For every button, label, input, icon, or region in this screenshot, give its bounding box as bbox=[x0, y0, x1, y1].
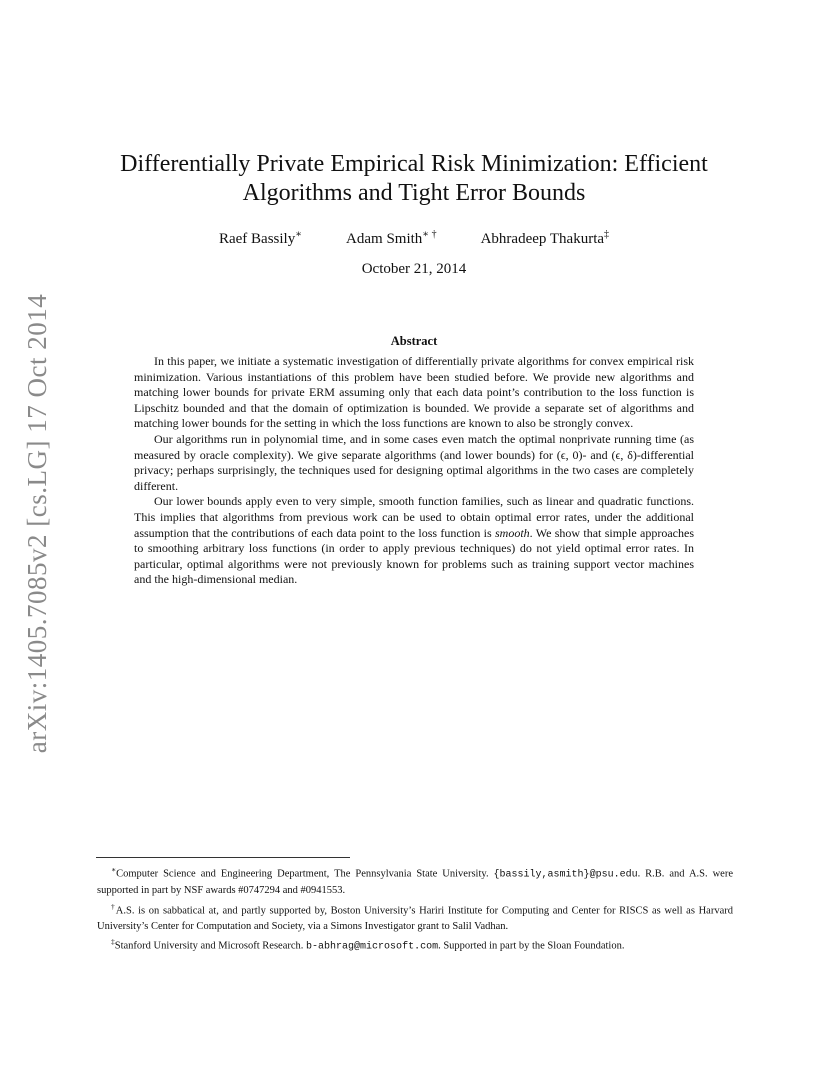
author-footnote-mark: ∗ † bbox=[422, 229, 437, 240]
paper-title bbox=[100, 150, 728, 208]
footnote bbox=[97, 862, 733, 899]
paper-title-line-2: Algorithms and Tight Error Bounds bbox=[242, 180, 586, 206]
footnote-mark: ‡ bbox=[111, 937, 115, 946]
author bbox=[346, 229, 437, 248]
abstract-paragraph bbox=[134, 494, 694, 588]
author-list bbox=[150, 229, 678, 248]
footnote-text: . Supported in part by the Sloan Foundation. bbox=[438, 940, 625, 952]
author-name: Raef Bassily bbox=[218, 231, 296, 247]
paper-title-line-1: Differentially Private Empirical Risk Minimization: Efficient bbox=[120, 151, 708, 177]
arxiv-identifier-sidebar bbox=[16, 293, 60, 754]
author bbox=[481, 229, 609, 248]
footnote-email: {bassily,asmith}@psu.edu bbox=[493, 869, 638, 881]
footnote-mark: ∗ bbox=[111, 865, 117, 874]
footnote bbox=[97, 899, 733, 935]
footnotes bbox=[97, 862, 733, 955]
author-name: Adam Smith bbox=[346, 231, 423, 247]
abstract-heading: Abstract bbox=[390, 334, 438, 348]
abstract-body bbox=[134, 354, 694, 588]
abstract-text: Our lower bounds apply even to very simple, smooth function families, such as linear and quadratic functions. This implies that algorithms from previous work can be used to obtain optimal error rates, under the additional assumption that the contributions of each data point to the loss function is bbox=[134, 494, 694, 540]
footnote-text: . R.B. and A.S. were supported in part by NSF awards #0747294 and #0941553. bbox=[97, 868, 733, 896]
author-footnote-mark: ∗ bbox=[295, 229, 303, 240]
footnote-text: Stanford University and Microsoft Research. bbox=[114, 940, 307, 952]
footnote-email: b-abhrag@microsoft.com bbox=[306, 941, 439, 953]
author bbox=[219, 229, 302, 248]
author-name: Abhradeep Thakurta bbox=[480, 231, 605, 247]
footnote-divider bbox=[96, 857, 350, 858]
publication-date: October 21, 2014 bbox=[361, 261, 467, 277]
abstract-text: . We show that simple approaches to smoothing arbitrary loss functions (in order to apply previous techniques) do not yield optimal error rates. In particular, optimal algorithms were not previously known for problems such as training support vector machines and the high-dimensional median. bbox=[134, 525, 694, 587]
footnote bbox=[97, 934, 733, 955]
footnote-text: Computer Science and Engineering Department, The Pennsylvania State University. bbox=[116, 868, 494, 880]
footnote-text: A.S. is on sabbatical at, and partly supported by, Boston University’s Hariri Institute for Computing and Center for RISCS as well as Harvard University’s Center for Computation and Society, via a Simons Investigator grant to Salil Vadhan. bbox=[97, 905, 733, 932]
arxiv-identifier-text: arXiv:1405.7085v2 [cs.LG] 17 Oct 2014 bbox=[22, 293, 53, 754]
abstract-emphasis: smooth bbox=[494, 525, 530, 540]
author-footnote-mark: ‡ bbox=[604, 229, 610, 240]
abstract-paragraph: In this paper, we initiate a systematic investigation of differentially private algorithms for convex empirical risk minimization. Various instantiations of this problem have been studied before. We provide new algorithms and matching lower bounds for private ERM assuming only that each data point’s contribution to the loss function is Lipschitz bounded and that the domain of optimization is bounded. We provide a separate set of algorithms and matching lower bounds for the setting in which the loss functions are known to also be strongly convex. bbox=[134, 354, 694, 431]
footnote-mark: † bbox=[111, 901, 116, 911]
abstract-paragraph: Our algorithms run in polynomial time, and in some cases even match the optimal nonprivate running time (as measured by oracle complexity). We give separate algorithms (and lower bounds) for (ϵ, 0)- and (ϵ, δ)-differential privacy; perhaps surprisingly, the techniques used for designing optimal algorithms in the two cases are completely different. bbox=[134, 431, 694, 493]
